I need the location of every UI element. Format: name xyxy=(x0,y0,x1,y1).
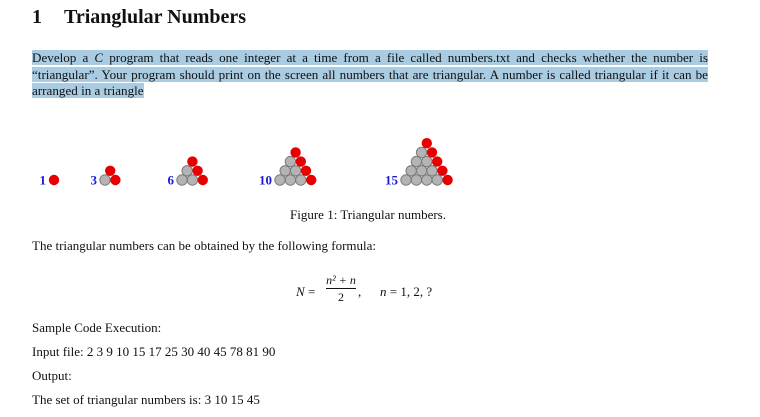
intro-language: C xyxy=(94,50,104,65)
red-dot xyxy=(192,166,202,176)
grey-dot xyxy=(280,166,290,176)
red-dot xyxy=(296,156,306,166)
section-heading xyxy=(32,6,246,29)
red-dot xyxy=(422,138,432,148)
red-dot xyxy=(105,166,115,176)
red-dot xyxy=(432,156,442,166)
red-dot xyxy=(437,166,447,176)
formula-range-var: n xyxy=(380,284,387,299)
grey-dot xyxy=(411,156,421,166)
intro-text-before: Develop a xyxy=(32,50,95,65)
grey-dot xyxy=(401,175,411,185)
sample-output-line: The set of triangular numbers is: 3 10 15 45 xyxy=(32,392,260,407)
red-dot xyxy=(290,147,300,157)
grey-dot xyxy=(177,175,187,185)
figure-label-3: 3 xyxy=(90,172,97,188)
sample-input-line: Input file: 2 3 9 10 15 17 25 30 40 45 78 81 90 xyxy=(32,344,276,359)
red-dot xyxy=(442,175,452,185)
grey-dot xyxy=(290,166,300,176)
grey-dot xyxy=(285,175,295,185)
grey-dot xyxy=(416,166,426,176)
red-dot xyxy=(49,175,59,185)
grey-dot xyxy=(187,175,197,185)
formula-fraction xyxy=(326,273,356,304)
sample-output-label: Output: xyxy=(32,368,72,383)
grey-dot xyxy=(416,147,426,157)
red-dot xyxy=(198,175,208,185)
red-dot xyxy=(187,156,197,166)
formula-numerator: n² + n xyxy=(326,273,356,287)
grey-dot xyxy=(285,156,295,166)
formula-range xyxy=(380,284,432,300)
formula-intro: The triangular numbers can be obtained by the following formula: xyxy=(32,238,377,253)
fraction-bar xyxy=(326,288,356,289)
triangular-numbers-figure xyxy=(0,120,736,190)
grey-dot xyxy=(100,175,110,185)
formula-comma: , xyxy=(358,284,362,299)
formula-denominator: 2 xyxy=(338,290,344,304)
figure-label-1: 1 xyxy=(39,172,46,188)
red-dot xyxy=(301,166,311,176)
grey-dot xyxy=(422,175,432,185)
grey-dot xyxy=(182,166,192,176)
formula-range-values: = 1, 2, ? xyxy=(386,284,433,299)
red-dot xyxy=(110,175,120,185)
formula-equals: = xyxy=(308,284,316,299)
section-title: Trianglular Numbers xyxy=(64,6,247,28)
grey-dot xyxy=(406,166,416,176)
figure-caption: Figure 1: Triangular numbers. xyxy=(290,207,446,222)
grey-dot xyxy=(411,175,421,185)
figure-label-10: 10 xyxy=(259,172,272,188)
sample-heading: Sample Code Execution: xyxy=(32,320,162,335)
grey-dot xyxy=(296,175,306,185)
red-dot xyxy=(427,147,437,157)
red-dot xyxy=(306,175,316,185)
intro-text-after: program that reads one integer at a time from a file called numbers.txt and checks whether the number is “triangular”. Your program should print on the screen all numbers that are triangular. A number is called triangular if it can be arranged in a triangle xyxy=(32,50,708,98)
grey-dot xyxy=(432,175,442,185)
figure-label-6: 6 xyxy=(167,172,174,188)
figure-label-15: 15 xyxy=(385,172,398,188)
intro-paragraph xyxy=(32,50,708,100)
section-number: 1 xyxy=(32,6,42,28)
formula-lhs: N xyxy=(296,284,305,299)
grey-dot xyxy=(422,156,432,166)
grey-dot xyxy=(427,166,437,176)
grey-dot xyxy=(275,175,285,185)
